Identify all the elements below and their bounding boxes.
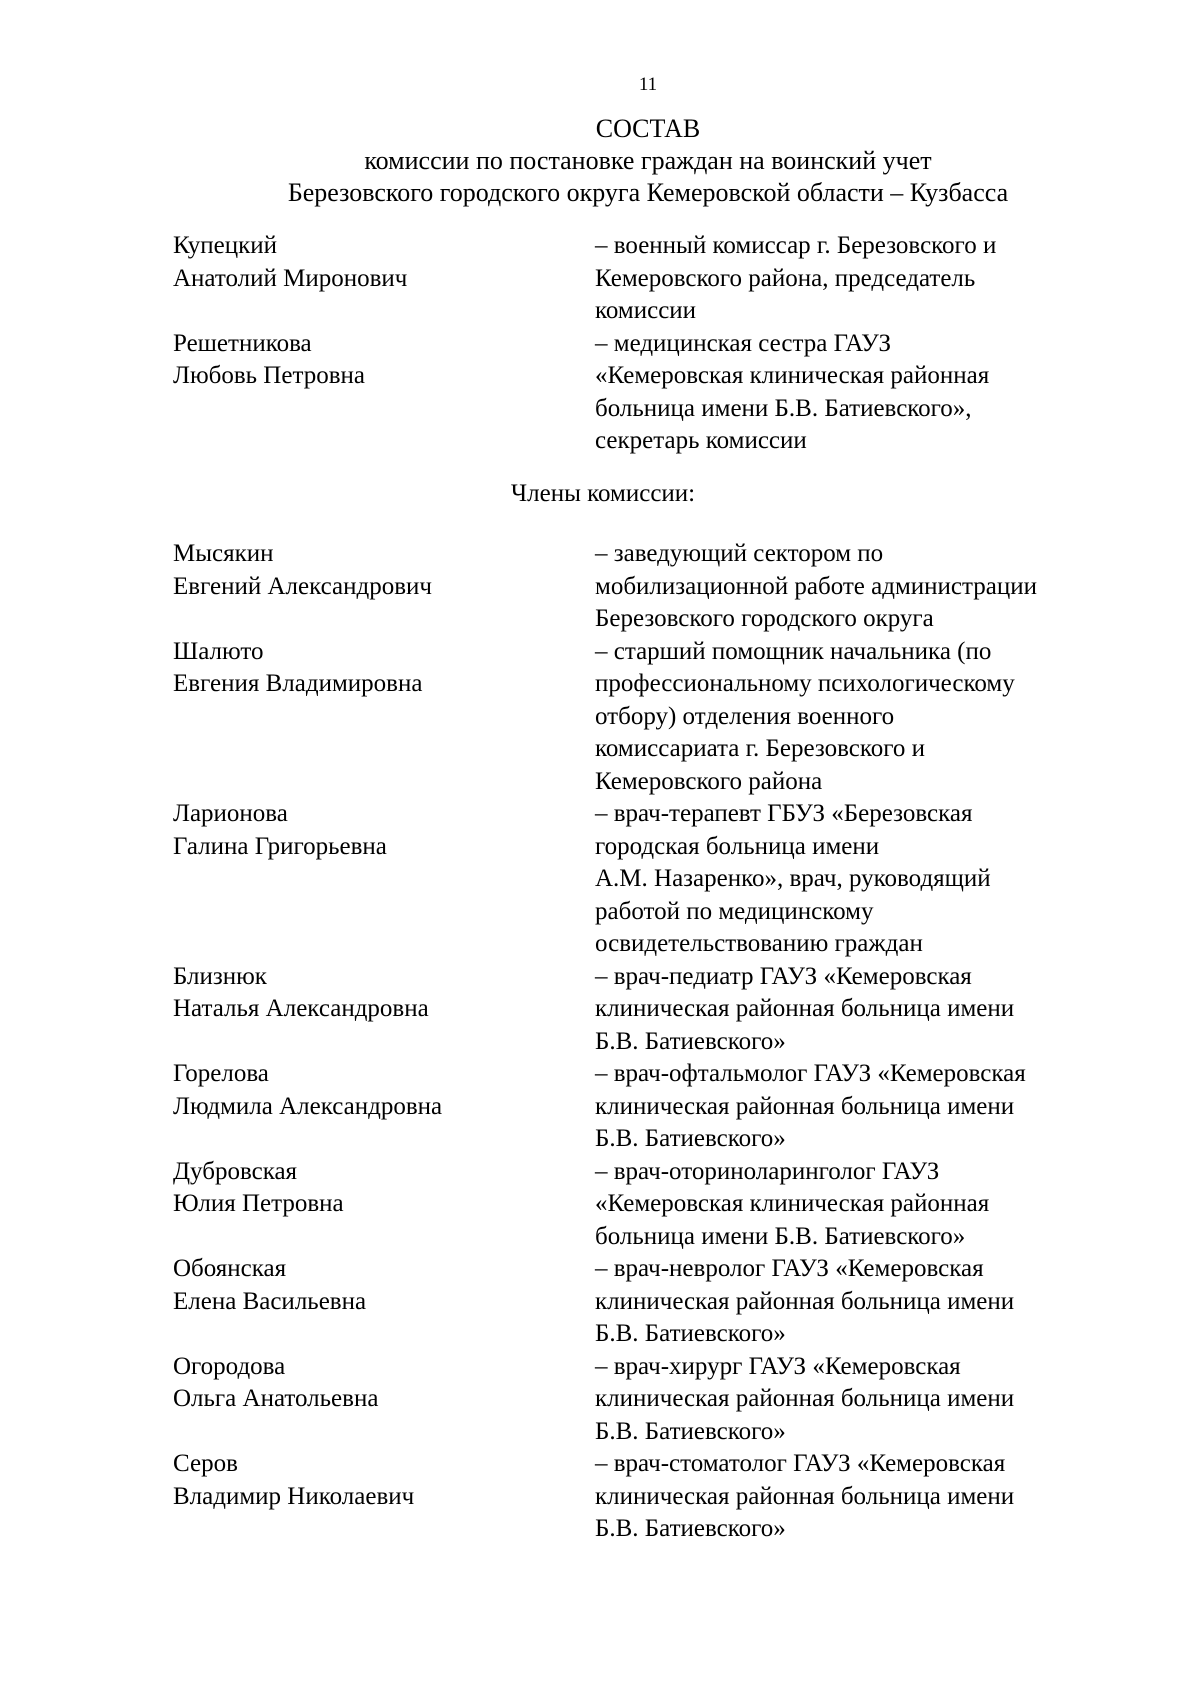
role-line: А.М. Назаренко», врач, руководящий xyxy=(595,865,991,892)
member-given-names: Елена Васильевна xyxy=(173,1287,367,1315)
role-line: больница имени Б.В. Батиевского», xyxy=(595,394,972,422)
member-name xyxy=(173,1253,595,1351)
role-line: Б.В. Батиевского» xyxy=(595,1320,786,1347)
commission-entry xyxy=(173,1058,1113,1156)
commission-entry xyxy=(173,1448,1113,1546)
member-surname: Огородова xyxy=(173,1352,286,1380)
role-line: комиссариата г. Березовского и xyxy=(595,735,926,762)
member-given-names: Людмила Александровна xyxy=(173,1092,443,1120)
commission-entry xyxy=(173,538,1113,636)
role-line: – врач-оториноларинголог ГАУЗ xyxy=(595,1157,940,1185)
commission-entry xyxy=(173,230,1113,328)
member-surname: Шалюто xyxy=(173,637,264,665)
members-section-label: Члены комиссии: xyxy=(510,479,696,507)
role-line: Кемеровского района, председатель xyxy=(595,264,976,292)
role-line: Б.В. Батиевского» xyxy=(595,1417,786,1445)
member-name xyxy=(173,636,595,799)
member-role xyxy=(595,1058,1113,1156)
member-surname: Обоянская xyxy=(173,1255,287,1282)
role-line: – врач-офтальмолог ГАУЗ «Кемеровская xyxy=(595,1060,1026,1087)
member-given-names: Галина Григорьевна xyxy=(173,832,387,860)
role-line: освидетельствованию граждан xyxy=(595,930,923,957)
member-name xyxy=(173,538,595,636)
document-title: СОСТАВ xyxy=(595,114,701,143)
member-given-names: Ольга Анатольевна xyxy=(173,1385,379,1412)
commission-entry xyxy=(173,1253,1113,1351)
role-line: Б.В. Батиевского» xyxy=(595,1125,786,1152)
member-name xyxy=(173,328,595,458)
commission-entry xyxy=(173,798,1113,961)
role-line: работой по медицинскому xyxy=(595,897,874,925)
role-line: Березовского городского округа xyxy=(595,605,934,632)
member-role xyxy=(595,328,1113,458)
commission-list xyxy=(173,230,1113,1546)
member-surname: Серов xyxy=(173,1450,238,1477)
role-line: профессиональному психологическому xyxy=(595,670,1015,697)
member-role xyxy=(595,538,1113,636)
member-role xyxy=(595,798,1113,961)
role-line: – заведующий сектором по xyxy=(595,540,884,567)
role-line: – врач-стоматолог ГАУЗ «Кемеровская xyxy=(595,1450,1006,1477)
member-role xyxy=(595,1448,1113,1546)
member-given-names: Евгений Александрович xyxy=(173,572,432,600)
role-line: клиническая районная больница имени xyxy=(595,1092,1015,1120)
role-line: клиническая районная больница имени xyxy=(595,995,1015,1022)
member-given-names: Любовь Петровна xyxy=(173,362,365,389)
member-name xyxy=(173,961,595,1059)
member-role xyxy=(595,961,1113,1059)
member-name xyxy=(173,230,595,328)
member-given-names: Анатолий Миронович xyxy=(173,264,408,292)
member-name xyxy=(173,1351,595,1449)
member-surname: Купецкий xyxy=(173,232,278,259)
commission-entry xyxy=(173,636,1113,799)
member-name xyxy=(173,1448,595,1546)
member-role xyxy=(595,636,1113,799)
member-surname: Дубровская xyxy=(173,1157,298,1185)
member-given-names: Владимир Николаевич xyxy=(173,1482,415,1510)
role-line: – старший помощник начальника (по xyxy=(595,637,992,665)
role-line: – военный комиссар г. Березовского и xyxy=(595,232,997,259)
role-line: комиссии xyxy=(595,297,697,324)
role-line: – врач-невролог ГАУЗ «Кемеровская xyxy=(595,1255,984,1282)
page-number: 11 xyxy=(638,74,658,95)
role-line: отбору) отделения военного xyxy=(595,702,895,730)
member-given-names: Евгения Владимировна xyxy=(173,670,423,697)
role-line: мобилизационной работе администрации xyxy=(595,572,1037,600)
member-role xyxy=(595,230,1113,328)
role-line: – врач-терапевт ГБУЗ «Березовская xyxy=(595,800,973,827)
member-name xyxy=(173,1058,595,1156)
role-line: – врач-педиатр ГАУЗ «Кемеровская xyxy=(595,962,972,990)
role-line: «Кемеровская клиническая районная xyxy=(595,1190,990,1217)
role-line: секретарь комиссии xyxy=(595,427,807,454)
role-line: городская больница имени xyxy=(595,832,880,860)
commission-entry xyxy=(173,961,1113,1059)
member-surname: Мысякин xyxy=(173,540,274,567)
member-surname: Ларионова xyxy=(173,800,288,827)
member-surname: Горелова xyxy=(173,1060,269,1087)
role-line: – врач-хирург ГАУЗ «Кемеровская xyxy=(595,1352,961,1380)
role-line: – медицинская сестра ГАУЗ xyxy=(595,329,892,357)
member-role xyxy=(595,1351,1113,1449)
member-given-names: Юлия Петровна xyxy=(173,1190,344,1217)
commission-entry xyxy=(173,1156,1113,1254)
commission-entry xyxy=(173,328,1113,458)
member-role xyxy=(595,1156,1113,1254)
member-name xyxy=(173,798,595,961)
role-line: больница имени Б.В. Батиевского» xyxy=(595,1222,966,1250)
role-line: Б.В. Батиевского» xyxy=(595,1515,786,1542)
document-subtitle-line: Березовского городского округа Кемеровской области – Кузбасса xyxy=(287,178,1009,207)
document-heading xyxy=(0,113,1200,209)
commission-entry xyxy=(173,1351,1113,1449)
role-line: Б.В. Батиевского» xyxy=(595,1027,786,1055)
member-given-names: Наталья Александровна xyxy=(173,995,429,1022)
member-name xyxy=(173,1156,595,1254)
member-surname: Решетникова xyxy=(173,329,312,357)
role-line: клиническая районная больница имени xyxy=(595,1385,1015,1412)
member-surname: Близнюк xyxy=(173,962,267,990)
document-subtitle-line: комиссии по постановке граждан на воинский учет xyxy=(364,146,932,175)
role-line: «Кемеровская клиническая районная xyxy=(595,362,990,389)
role-line: Кемеровского района xyxy=(595,767,823,795)
role-line: клиническая районная больница имени xyxy=(595,1287,1015,1315)
member-role xyxy=(595,1253,1113,1351)
role-line: клиническая районная больница имени xyxy=(595,1482,1015,1510)
